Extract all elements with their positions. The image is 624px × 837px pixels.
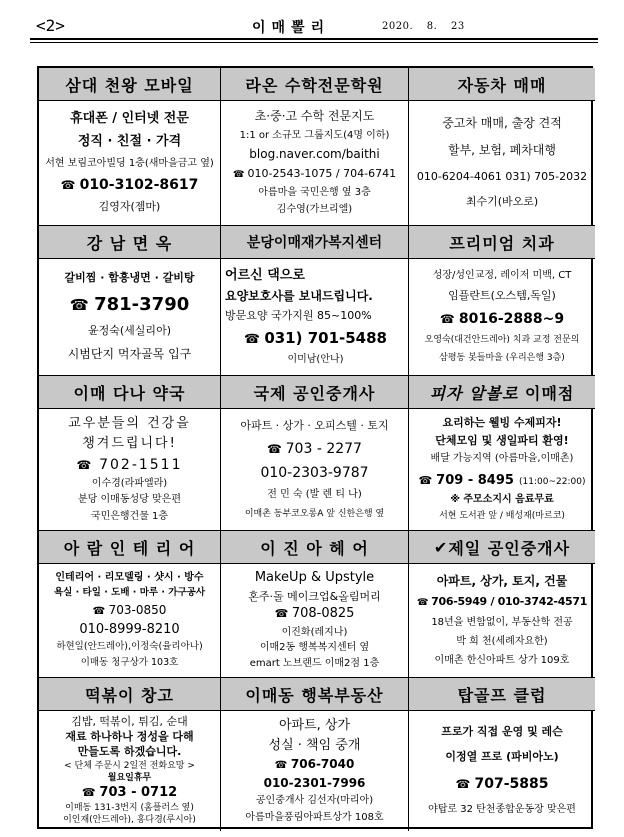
ad-contact: 이인재(안드레아), 홍다경(루시아) [63,815,196,826]
ad-phone: ☎ 703 - 0712 [82,786,177,801]
ad-phone: ☎ 781-3790 [70,295,190,316]
ad-title: 이매동 행복부동산 [221,678,408,711]
issue-date: 2020. 8. 23 [382,21,465,32]
ad-contact: 김수영(가브리엘) [276,204,353,216]
ad-body [409,259,595,375]
check-icon: ✔ [433,537,449,557]
ad-address: 아름마을 국민은행 옆 3층 [258,186,371,198]
ad-title: 프리미엄 치과 [409,226,595,259]
ad-contact: 이진화(레지나) [281,626,348,638]
ad-line: 챙겨드립니다! [82,435,177,451]
ad-line: 만들도록 하겠습니다. [77,744,182,758]
ad-title-brand: 피자 알볼로 [429,383,519,403]
ad-line: 월요일휴무 [107,773,152,784]
ad-phone: 010-6204-4061 031) 705-2032 [416,169,588,183]
ad-address: 삼평동 봇들마을 (우리은행 3층) [439,353,565,364]
header-rule-thin [30,42,598,43]
ad-contact: 전 민 숙 (발 렌 티 나) [267,489,362,501]
ad-line: 성실 · 책임 중개 [268,737,361,753]
ad-body [39,409,220,530]
ad-mobile-shop [39,68,221,226]
ad-car-dealer [409,68,595,226]
ad-contact: 이미남(안나) [287,353,344,365]
ad-math-academy [221,68,409,226]
header-rule-thick [30,38,598,40]
ad-body [39,101,220,225]
ad-title: 탑골프 클럽 [409,678,595,711]
ad-body [39,564,220,677]
ad-line: ※ 주모소지시 음료무료 [450,494,554,506]
ad-address: 서현 보림코아빌딩 1층(새마을금고 옆) [45,157,214,169]
ad-line: 아파트 · 상가 · 오피스텔 · 토지 [240,419,389,433]
ad-line: 혼주·돌 메이크업&올림머리 [248,589,381,603]
ad-address: 이매동 청구상가 103호 [80,657,179,669]
ad-title: 국제 공인중개사 [221,376,408,409]
ad-hours: (11:00~22:00) [519,477,586,488]
ad-address: 이매촌 동부코오롱A 앞 신한은행 옆 [244,508,385,519]
ad-line: 성장/성인교정, 레이저 미백, CT [432,270,572,282]
ad-lee-jina-hair [221,531,409,678]
ad-premium-dental [409,226,595,376]
ad-top-golf [409,678,595,831]
ad-line: 휴대폰 / 인터넷 전문 [70,110,189,126]
ad-title: 떡볶이 창고 [39,678,220,711]
ad-title: 이 진 아 헤 어 [221,531,408,564]
ad-contact: 최수기(바오로) [465,195,539,209]
ad-phone: ☎ 707-5885 [456,776,549,792]
ad-line: 인테리어 · 리모델링 · 샷시 · 방수 [55,571,204,583]
ad-line: 초·중·고 수학 전문지도 [254,109,375,124]
ad-body [221,564,408,677]
ad-address: 시범단지 먹자골목 입구 [67,347,192,362]
ad-line: 아파트, 상가 [278,717,351,733]
newsletter-title: 이매뽈리 [252,20,331,36]
ad-phone: ☎ 8016-2888~9 [440,311,564,327]
ad-happy-realty [221,678,409,831]
ad-aram-interior [39,531,221,678]
ad-phone-mobile: 010-2303-9787 [260,464,369,481]
ad-contact: 김영자(젬마) [98,200,161,214]
ad-title [409,531,595,564]
ad-contact: 이정열 프로 (파비아노) [445,750,559,764]
ad-phone: ☎ 703 - 2277 [267,441,362,457]
ad-phone: ☎ 702-1511 [77,457,183,473]
ad-contact: 하현일(안드레아),이정숙(율리아나) [56,641,203,653]
ad-dana-pharmacy [39,376,221,531]
ad-address: 이매촌 한신아파트 상가 109호 [434,654,570,666]
ad-tteokbokki [39,678,221,831]
ad-welfare-center [221,226,409,376]
ad-contact: 윤정숙(세실리아) [88,324,171,338]
ad-contact: 오영숙(대건안드레아) 치과 교정 전문의 [424,334,580,345]
ad-body [221,101,408,225]
ad-title: 분당이매재가복지센터 [221,226,408,259]
ad-body [409,711,595,831]
ad-body [39,711,220,831]
ad-line: 프로가 직접 운영 및 레슨 [441,725,563,739]
ad-line: 정직 · 친절 · 가격 [77,133,182,149]
ad-body [409,564,595,677]
ad-line: 교우분들의 건강을 [68,415,191,431]
ad-line: < 단체 주문시 2일전 전화요망 > [64,760,195,771]
ad-phone: ☎ 708-0825 [275,607,355,622]
ad-phone: ☎ 709 - 8495 [419,473,514,488]
ad-body [409,409,595,530]
ad-line: 욕실 · 타일 · 도배 · 마루 · 가구공사 [53,587,206,599]
ad-pizza-alvolo [409,376,595,531]
ad-line: 아파트, 상가, 토지, 건물 [436,573,568,588]
ad-title: 아 람 인 테 리 어 [39,531,220,564]
ad-address: emart 노브랜드 이매2점 1층 [249,658,380,670]
ad-body [221,409,408,530]
ad-body [221,259,408,375]
ad-contact: 이수경(라파엘라) [91,477,168,489]
ad-phone-row [419,470,586,489]
ad-phone: ☎ 010-2543-1075 / 704-6741 [233,168,396,181]
ad-body [39,259,220,375]
ad-grid [37,66,593,829]
ad-line: 방문요양 국가지원 85~100% [225,309,372,323]
ad-phone-mobile: 010-2301-7996 [263,775,366,790]
ad-line: 갈비찜 · 함흥냉면 · 갈비탕 [64,271,195,285]
ad-jeil-realty [409,531,595,678]
ad-line: MakeUp & Upstyle [254,570,375,586]
ad-address: 이매2동 행복복지센터 옆 [259,642,370,654]
ad-line: 1:1 or 소규모 그룹지도(4명 이하) [239,130,390,142]
ad-line: 할부, 보험, 폐차대행 [448,142,556,157]
ad-blog: blog.naver.com/baithi [249,146,380,161]
ad-phone: ☎ 031) 701-5488 [244,330,387,348]
ad-title-text: 제일 공인중개사 [448,538,571,558]
ad-line: 18년을 변함없이, 부동산학 전공 [431,616,573,628]
ad-title: 강 남 면 옥 [39,226,220,259]
ad-address: 국민은행건물 1층 [90,510,169,522]
ad-phone: ☎ 706-7040 [275,758,355,772]
ad-title [409,376,595,409]
ad-line: 어르신 댁으로 [225,267,305,283]
ad-line: 임플란트(오스템,독일) [448,288,556,302]
ad-address: 분당 이매동성당 맞은편 [78,494,181,506]
ad-address: 서현 도서관 앞 / 배성재(마르코) [439,511,565,522]
ad-body [409,101,595,225]
ad-title: 이매 다나 약국 [39,376,220,409]
ad-phone: ☎ 010-3102-8617 [61,177,199,193]
ad-line: 김밥, 떡볶이, 튀김, 순대 [71,715,188,729]
ad-intl-realty [221,376,409,531]
ad-phone: ☎ 706-5949 / 010-3742-4571 [417,596,587,609]
ad-title: 삼대 천왕 모바일 [39,68,220,101]
ad-address: 야탑로 32 탄천종합운동장 맞은편 [428,804,576,816]
ad-line: 요양보호사를 보내드립니다. [225,289,373,304]
ad-title-branch: 이매점 [518,383,575,403]
ad-phone-mobile: 010-8999-8210 [79,621,180,637]
ad-title: 자동차 매매 [409,68,595,101]
page-number: <2> [36,16,65,35]
ad-contact: 공인중개사 김선자(마리아) [255,795,374,807]
ad-body [221,711,408,831]
ad-line: 단체모임 및 생일파티 환영! [435,434,569,448]
ad-contact: 박 희 천(세례자요한) [456,635,548,647]
ad-line: 배달 가능지역 (아름마을,이매촌) [430,453,574,465]
ad-line: 요리하는 웰빙 수제피자! [442,416,562,430]
ad-title: 라온 수학전문학원 [221,68,408,101]
ad-address: 이매동 131-3번지 (홈플러스 옆) [65,802,194,813]
ad-phone: ☎ 703-0850 [93,604,167,618]
ad-line: 재료 하나하나 정성을 다해 [65,730,194,744]
ad-line: 중고차 매매, 출장 견적 [442,116,562,131]
ad-gangnam-noodle [39,226,221,376]
ad-address: 아름마을풍림아파트상가 108호 [245,811,384,823]
